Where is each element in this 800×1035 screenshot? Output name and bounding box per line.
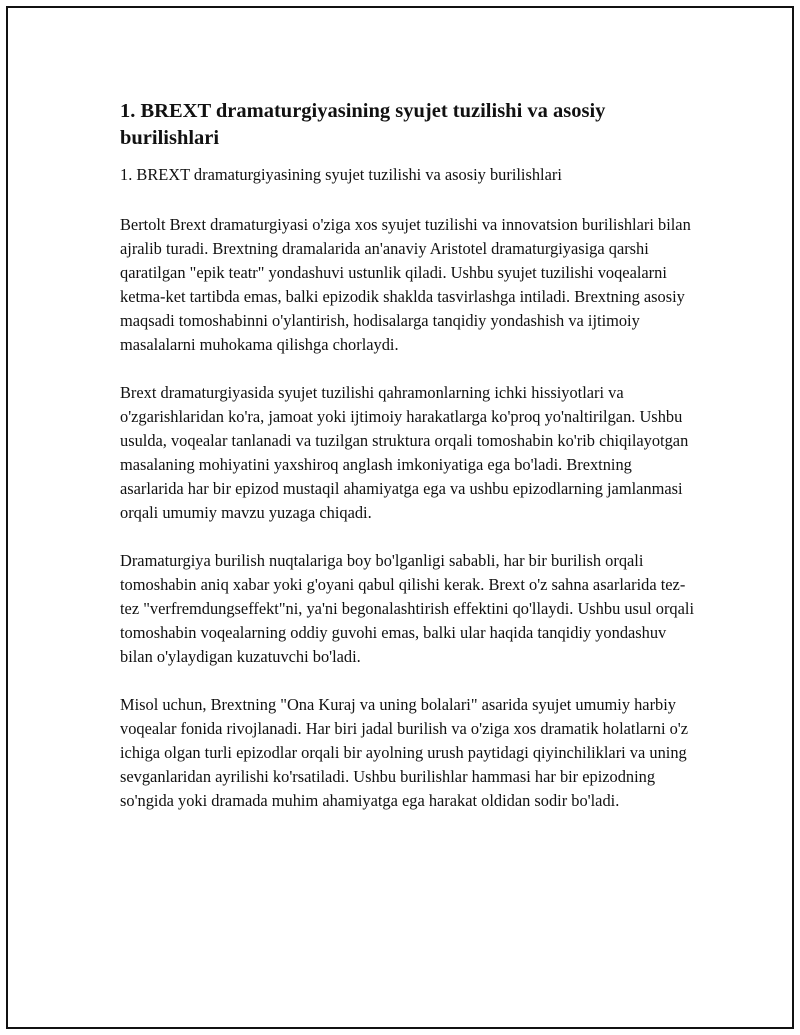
document-body (120, 98, 695, 837)
paragraph-1: Bertolt Brext dramaturgiyasi o'ziga xos syujet tuzilishi va innovatsion burilishlari bilan ajralib turadi. Brextning dramalarida an'anaviy Aristotel dramaturgiyasiga qarshi qaratilgan "epik teatr" yondashuvi ustunlik qiladi. Ushbu syujet tuzilishi voqealarni ketma-ket tartibda emas, balki epizodik shaklda tasvirlashga intiladi. Brextning asosiy maqsadi tomoshabinni o'ylantirish, hodisalarga tanqidiy yondashish va ijtimoiy masalalarni muhokama qilishga chorlaydi. (120, 215, 691, 354)
section-heading: 1. BREXT dramaturgiyasining syujet tuzilishi va asosiy burilishlari (120, 165, 562, 184)
paragraph-2: Brext dramaturgiyasida syujet tuzilishi qahramonlarning ichki hissiyotlari va o'zgarishlaridan ko'ra, jamoat yoki ijtimoiy harakatlarga ko'proq yo'naltirilgan. Ushbu usulda, voqealar tanlanadi va tuzilgan struktura orqali tomoshabin ko'rib chiqilayotgan masalaning mohiyatini yaxshiroq anglash imkoniyatiga ega bo'ladi. Brextning asarlarida har bir epizod mustaqil ahamiyatga ega va ushbu epizodlarning jamlanmasi orqali umumiy mavzu yuzaga chiqadi. (120, 383, 689, 522)
document-page (6, 6, 794, 1029)
paragraph-3: Dramaturgiya burilish nuqtalariga boy bo'lganligi sababli, har bir burilish orqali tomoshabin aniq xabar yoki g'oyani qabul qilishi kerak. Brext o'z sahna asarlarida tez-tez "verfremdungseffekt"ni, ya'ni begonalashtirish effektini qo'llaydi. Ushbu usul orqali tomoshabin voqealarning oddiy guvohi emas, balki ular haqida tanqidiy yondashuv bilan o'ylaydigan kuzatuvchi bo'ladi. (120, 551, 695, 666)
paragraph-4: Misol uchun, Brextning "Ona Kuraj va uning bolalari" asarida syujet umumiy harbiy voqealar fonida rivojlanadi. Har biri jadal burilish va o'ziga xos dramatik holatlarni o'z ichiga olgan turli epizodlar orqali bir ayolning urush paytidagi qiyinchiliklari va uning sevganlaridan ayrilishi ko'rsatiladi. Ushbu burilishlar hammasi har bir epizodning so'ngida yoki dramada muhim ahamiyatga ega harakat oldidan sodir bo'ladi. (120, 695, 689, 810)
document-title: 1. BREXT dramaturgiyasining syujet tuzilishi va asosiy burilishlari (120, 100, 606, 149)
